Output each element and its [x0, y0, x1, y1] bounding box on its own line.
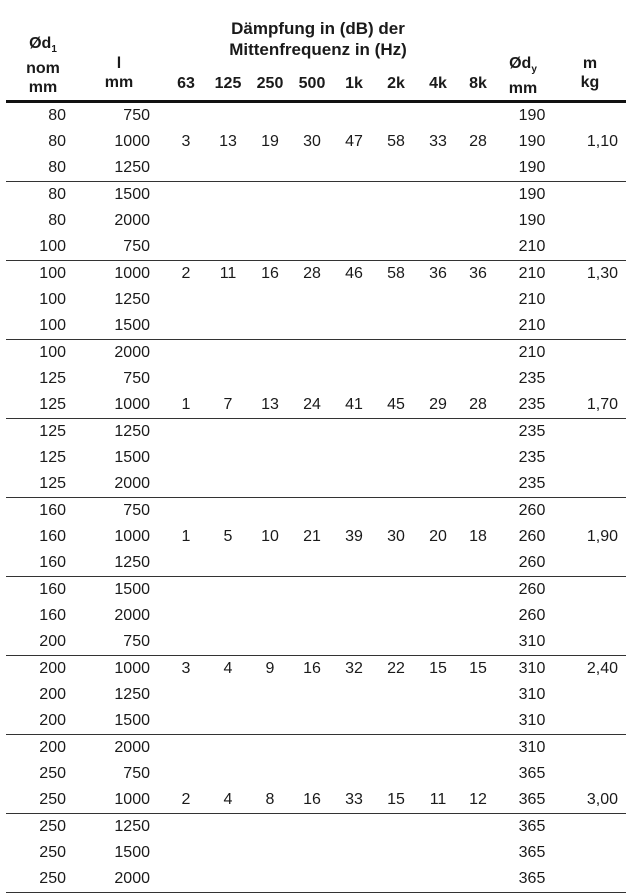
cell-attenuation: 39 [345, 528, 363, 545]
cell-length: 1250 [114, 291, 150, 308]
cell-length: 1500 [114, 581, 150, 598]
cell-dy: 210 [518, 265, 546, 282]
cell-d1: 100 [39, 344, 66, 361]
table-row [6, 234, 626, 260]
cell-attenuation: 36 [429, 265, 447, 282]
table-row [6, 787, 626, 813]
table-body [6, 103, 626, 893]
cell-attenuation: 33 [345, 791, 363, 808]
cell-d1: 125 [39, 370, 66, 387]
cell-d1: 250 [39, 765, 66, 782]
table-row [6, 155, 626, 181]
table-row [6, 129, 626, 155]
cell-dy: 310 [518, 633, 546, 650]
table-row [6, 392, 626, 418]
cell-dy: 210 [518, 238, 546, 255]
header-freq: 63 [177, 75, 195, 92]
cell-d1: 160 [39, 607, 66, 624]
cell-attenuation: 18 [469, 528, 487, 545]
cell-length: 2000 [114, 607, 150, 624]
cell-attenuation: 36 [469, 265, 487, 282]
table-row [6, 103, 626, 129]
cell-length: 750 [123, 765, 150, 782]
row-group [6, 261, 626, 340]
cell-attenuation: 33 [429, 133, 447, 150]
cell-attenuation: 2 [181, 265, 191, 282]
cell-dy: 190 [518, 159, 546, 176]
header-l-label: l [116, 55, 122, 72]
cell-length: 1000 [114, 265, 150, 282]
cell-attenuation: 16 [303, 660, 321, 677]
cell-length: 1500 [114, 449, 150, 466]
row-group [6, 340, 626, 419]
cell-attenuation: 8 [265, 791, 275, 808]
cell-length: 1500 [114, 317, 150, 334]
table-row [6, 313, 626, 339]
cell-length: 750 [123, 107, 150, 124]
cell-attenuation: 21 [303, 528, 321, 545]
row-group [6, 103, 626, 182]
cell-length: 1000 [114, 791, 150, 808]
cell-attenuation: 4 [223, 791, 233, 808]
header-m-unit: kg [580, 74, 600, 91]
cell-length: 1250 [114, 818, 150, 835]
table-row [6, 208, 626, 234]
table-row [6, 550, 626, 576]
header-nom: nom [26, 60, 60, 77]
cell-length: 1500 [114, 186, 150, 203]
header-freq: 2k [387, 75, 405, 92]
row-group [6, 182, 626, 261]
table-row [6, 708, 626, 734]
cell-attenuation: 15 [469, 660, 487, 677]
row-group [6, 498, 626, 577]
cell-length: 1250 [114, 686, 150, 703]
cell-d1: 80 [48, 186, 66, 203]
cell-length: 1250 [114, 554, 150, 571]
table-row [6, 603, 626, 629]
table-row [6, 366, 626, 392]
cell-dy: 365 [518, 791, 546, 808]
cell-dy: 235 [518, 370, 546, 387]
table-row [6, 498, 626, 524]
cell-attenuation: 30 [387, 528, 405, 545]
table-row [6, 761, 626, 787]
cell-d1: 200 [39, 686, 66, 703]
cell-attenuation: 1 [181, 396, 191, 413]
cell-attenuation: 9 [265, 660, 275, 677]
header-d1-unit: mm [28, 79, 58, 96]
cell-dy: 235 [518, 449, 546, 466]
table-row [6, 419, 626, 445]
cell-attenuation: 3 [181, 660, 191, 677]
table-row [6, 287, 626, 313]
cell-mass: 1,70 [586, 396, 618, 413]
table-header [6, 12, 626, 103]
cell-d1: 160 [39, 502, 66, 519]
table-row [6, 524, 626, 550]
header-d1-label: Ød [29, 35, 52, 52]
cell-attenuation: 45 [387, 396, 405, 413]
cell-d1: 125 [39, 449, 66, 466]
header-l-unit: mm [104, 74, 134, 91]
cell-d1: 250 [39, 818, 66, 835]
cell-length: 750 [123, 502, 150, 519]
row-group [6, 735, 626, 814]
cell-attenuation: 13 [219, 133, 237, 150]
header-title-line2: Mittenfrequenz in (Hz) [229, 40, 407, 59]
cell-attenuation: 2 [181, 791, 191, 808]
cell-d1: 125 [39, 423, 66, 440]
cell-dy: 310 [518, 660, 546, 677]
cell-dy: 365 [518, 818, 546, 835]
cell-attenuation: 1 [181, 528, 191, 545]
table-row [6, 629, 626, 655]
cell-dy: 210 [518, 317, 546, 334]
cell-dy: 190 [518, 107, 546, 124]
header-dy [498, 54, 548, 98]
table-row [6, 445, 626, 471]
cell-dy: 235 [518, 396, 546, 413]
cell-length: 1000 [114, 396, 150, 413]
row-group [6, 577, 626, 656]
row-group [6, 656, 626, 735]
table-row [6, 735, 626, 761]
table-row [6, 471, 626, 497]
cell-d1: 160 [39, 554, 66, 571]
cell-mass: 3,00 [586, 791, 618, 808]
header-attenuation-title [188, 18, 448, 60]
cell-attenuation: 22 [387, 660, 405, 677]
cell-d1: 100 [39, 291, 66, 308]
cell-mass: 1,30 [586, 265, 618, 282]
cell-length: 2000 [114, 212, 150, 229]
header-d1-sub: 1 [51, 44, 57, 55]
cell-mass: 2,40 [586, 660, 618, 677]
cell-attenuation: 29 [429, 396, 447, 413]
table-row [6, 340, 626, 366]
table-row [6, 682, 626, 708]
header-d1 [20, 34, 66, 97]
cell-dy: 365 [518, 870, 546, 887]
cell-dy: 260 [518, 502, 546, 519]
cell-d1: 200 [39, 712, 66, 729]
cell-length: 1250 [114, 159, 150, 176]
cell-d1: 80 [48, 159, 66, 176]
cell-dy: 260 [518, 607, 546, 624]
cell-mass: 1,10 [586, 133, 618, 150]
cell-attenuation: 16 [303, 791, 321, 808]
cell-length: 1250 [114, 423, 150, 440]
header-freq: 500 [298, 75, 326, 92]
cell-length: 750 [123, 238, 150, 255]
cell-attenuation: 28 [469, 396, 487, 413]
cell-attenuation: 15 [429, 660, 447, 677]
cell-attenuation: 7 [223, 396, 233, 413]
header-dy-unit: mm [508, 80, 538, 97]
row-group [6, 419, 626, 498]
cell-attenuation: 46 [345, 265, 363, 282]
cell-d1: 80 [48, 133, 66, 150]
table-row [6, 840, 626, 866]
cell-d1: 80 [48, 212, 66, 229]
header-dy-sub: y [531, 64, 537, 75]
cell-d1: 160 [39, 581, 66, 598]
cell-attenuation: 19 [261, 133, 279, 150]
cell-dy: 310 [518, 739, 546, 756]
cell-attenuation: 13 [261, 396, 279, 413]
header-freq: 1k [345, 75, 363, 92]
cell-dy: 365 [518, 765, 546, 782]
cell-d1: 250 [39, 870, 66, 887]
cell-dy: 235 [518, 475, 546, 492]
header-mass [566, 54, 614, 92]
cell-dy: 365 [518, 844, 546, 861]
cell-dy: 210 [518, 344, 546, 361]
cell-attenuation: 41 [345, 396, 363, 413]
cell-attenuation: 11 [429, 791, 447, 808]
cell-dy: 210 [518, 291, 546, 308]
cell-d1: 160 [39, 528, 66, 545]
cell-length: 1000 [114, 133, 150, 150]
cell-attenuation: 28 [303, 265, 321, 282]
cell-d1: 100 [39, 238, 66, 255]
cell-d1: 250 [39, 791, 66, 808]
cell-dy: 190 [518, 186, 546, 203]
header-m-label: m [582, 55, 598, 72]
cell-attenuation: 4 [223, 660, 233, 677]
cell-attenuation: 58 [387, 133, 405, 150]
cell-dy: 260 [518, 581, 546, 598]
cell-length: 750 [123, 633, 150, 650]
cell-dy: 310 [518, 686, 546, 703]
cell-attenuation: 58 [387, 265, 405, 282]
cell-attenuation: 24 [303, 396, 321, 413]
table-row [6, 656, 626, 682]
cell-dy: 190 [518, 133, 546, 150]
cell-attenuation: 12 [469, 791, 487, 808]
cell-attenuation: 32 [345, 660, 363, 677]
cell-d1: 125 [39, 475, 66, 492]
header-freq: 4k [429, 75, 447, 92]
cell-attenuation: 30 [303, 133, 321, 150]
cell-dy: 310 [518, 712, 546, 729]
header-title-line1: Dämpfung in (dB) der [231, 19, 405, 38]
cell-length: 1000 [114, 660, 150, 677]
table-row [6, 261, 626, 287]
cell-length: 2000 [114, 344, 150, 361]
cell-d1: 250 [39, 844, 66, 861]
cell-dy: 260 [518, 528, 546, 545]
cell-attenuation: 47 [345, 133, 363, 150]
table-row [6, 577, 626, 603]
header-freq: 8k [469, 75, 487, 92]
cell-d1: 125 [39, 396, 66, 413]
table-row [6, 814, 626, 840]
row-group [6, 814, 626, 893]
cell-attenuation: 11 [219, 265, 237, 282]
cell-attenuation: 28 [469, 133, 487, 150]
header-dy-label: Ød [509, 55, 532, 72]
cell-dy: 190 [518, 212, 546, 229]
cell-d1: 200 [39, 739, 66, 756]
cell-d1: 200 [39, 660, 66, 677]
cell-length: 2000 [114, 870, 150, 887]
table-row [6, 866, 626, 892]
cell-attenuation: 3 [181, 133, 191, 150]
header-freq: 250 [256, 75, 284, 92]
cell-length: 1500 [114, 844, 150, 861]
cell-attenuation: 5 [223, 528, 233, 545]
cell-mass: 1,90 [586, 528, 618, 545]
cell-length: 2000 [114, 475, 150, 492]
cell-length: 750 [123, 370, 150, 387]
cell-d1: 200 [39, 633, 66, 650]
cell-d1: 100 [39, 317, 66, 334]
table-row [6, 182, 626, 208]
header-freq: 125 [214, 75, 242, 92]
cell-d1: 80 [48, 107, 66, 124]
cell-dy: 235 [518, 423, 546, 440]
cell-length: 2000 [114, 739, 150, 756]
cell-attenuation: 15 [387, 791, 405, 808]
cell-length: 1500 [114, 712, 150, 729]
cell-attenuation: 10 [261, 528, 279, 545]
data-table [6, 12, 626, 893]
cell-dy: 260 [518, 554, 546, 571]
cell-length: 1000 [114, 528, 150, 545]
cell-d1: 100 [39, 265, 66, 282]
cell-attenuation: 16 [261, 265, 279, 282]
cell-attenuation: 20 [429, 528, 447, 545]
header-length [94, 54, 144, 92]
